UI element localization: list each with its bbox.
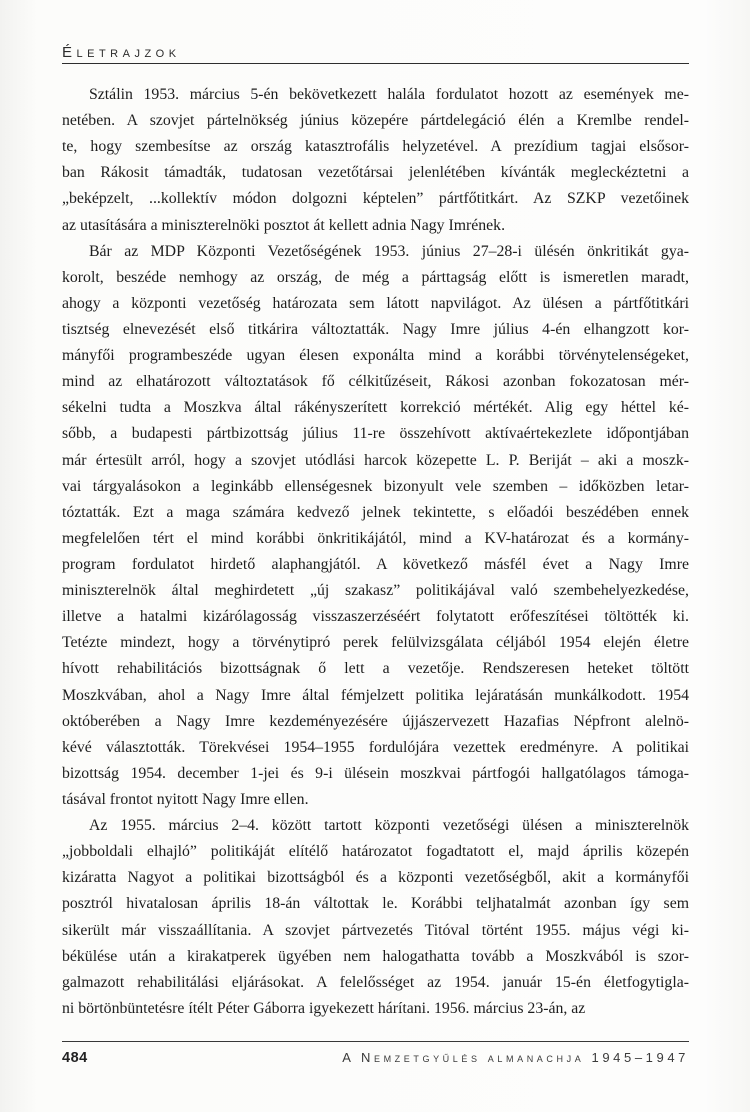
text-line: Tetézte mindezt, hogy a törvénytipró perek felülvizsgálata céljából 1954 elején életre — [62, 634, 689, 652]
page-footer — [62, 1050, 689, 1066]
header-rule — [62, 63, 689, 64]
page-header — [62, 44, 689, 64]
text-line: miniszterelnök által meghirdetett „új szakasz” politikájával való szembehelyezkedése, — [62, 582, 689, 600]
text-line: az utasítására a miniszterelnöki posztot át kellett adnia Nagy Imrének. — [62, 216, 506, 234]
text-line: tóztatták. Ezt a maga számára kedvező jelnek tekintette, s előadói beszédében ennek — [62, 503, 689, 521]
text-line: sékelni tudta a Moszkva által rákényszerített korrekció mértékét. Alig egy héttel ké- — [62, 399, 689, 417]
paragraph — [62, 239, 689, 813]
text-line: netében. A szovjet pártelnökség június közepére pártdelegáció élén a Kremlbe rendel- — [62, 112, 689, 130]
text-line: te, hogy szembesítse az ország katasztrofális helyzetével. A prezídium tagjai elsősor- — [62, 138, 689, 156]
text-line: illetve a hatalmi kizárólagosság visszaszerzéséért folytatott erőfeszítései töltötték ki. — [62, 608, 689, 626]
text-line: Bár az MDP Központi Vezetőségének 1953. június 27–28-i ülésén önkritikát gya- — [89, 242, 689, 260]
text-line: sikerült már visszaállítania. A szovjet pártvezetés Titóval történt 1955. május végi ki- — [62, 921, 689, 939]
paragraph — [62, 82, 689, 239]
text-line: békülése után a kirakatperek ügyében nem halogathatta tovább a Moszkvából is szor- — [62, 947, 689, 965]
text-line: sőbb, a budapesti pártbizottság július 11-re összehívott aktívaértekezlete időpontjában — [62, 425, 689, 443]
body-text — [62, 82, 689, 1022]
text-line: vai tárgyalásokon a leginkább ellenségesnek bizonyult vele szemben – időközben letar- — [62, 477, 689, 495]
text-line: tisztség elnevezését első titkárira változtatták. Nagy Imre július 4-én elhangzott kor- — [62, 320, 689, 338]
page-number: 484 — [62, 1050, 88, 1066]
text-line: „jobboldali elhajló” politikáját elítélő határozatot fogadtatott el, majd április közepén — [62, 843, 689, 861]
text-line: hívott rehabilitációs bizottságnak ő lett a vezetője. Rendszeresen heteket töltött — [62, 660, 689, 678]
text-line: tásával frontot nyitott Nagy Imre ellen. — [62, 790, 309, 808]
text-line: mind az elhatározott változtatások fő célkitűzéseit, Rákosi azonban fokozatosan mér- — [62, 373, 689, 391]
text-line: megfelelően tért el mind korábbi önkritikájától, mind a KV-határozat és a kormány- — [62, 529, 689, 547]
text-line: galmazott rehabilitálási eljárásokat. A felelősséget az 1954. január 15-én életfogytigla- — [62, 973, 689, 991]
section-title: Életrajzok — [62, 44, 181, 61]
text-line: ni börtönbüntetésre ítélt Péter Gáborra igyekezett hárítani. 1956. március 23-án, az — [62, 999, 586, 1017]
paragraph — [62, 813, 689, 1022]
text-line: Sztálin 1953. március 5-én bekövetkezett halála fordulatot hozott az események me- — [89, 86, 689, 103]
footer-book-title: A Nemzetgyűlés almanachja 1945–1947 — [342, 1050, 689, 1065]
text-line: kizáratta Nagyot a politikai bizottságból és a központi vezetőségből, akit a kormányfői — [62, 869, 689, 887]
text-line: „beképzelt, ...kollektív módon dolgozni képtelen” pártfőtitkárt. Az SZKP vezetőinek — [62, 190, 689, 208]
text-line: októberében a Nagy Imre kezdeményezésére újjászervezett Hazafias Népfront alelnö- — [62, 712, 689, 730]
text-line: kévé választották. Törekvései 1954–1955 fordulójára vezettek eredményre. A politikai — [62, 738, 689, 756]
text-line: Az 1955. március 2–4. között tartott központi vezetőségi ülésen a miniszterelnök — [89, 817, 689, 835]
text-line: ahogy a központi vezetőség határozata sem látott napvilágot. Az ülésen a pártfőtitkári — [62, 294, 689, 312]
text-line: posztról hivatalosan április 18-án váltottak le. Korábbi teljhatalmát azonban így sem — [62, 895, 689, 913]
text-line: bizottság 1954. december 1-jei és 9-i ülésein moszkvai pártfogói hallgatólagos támoga- — [62, 764, 689, 782]
footer-rule — [62, 1041, 689, 1042]
text-line: ban Rákosit támadták, tudatosan vezetőtársai jelenlétében kívánták megleckéztetni a — [62, 164, 689, 182]
text-line: program fordulatot hirdető alaphangjától. A következő másfél évet a Nagy Imre — [62, 555, 689, 573]
text-line: mányfői programbeszéde ugyan élesen exponálta mind a korábbi törvénytelenségeket, — [62, 347, 689, 365]
text-line: korolt, beszéde nemhogy az ország, de még a párttagság előtt is ismeretlen maradt, — [62, 268, 689, 286]
text-line: Moszkvában, ahol a Nagy Imre által fémjelzett politika lejáratásán munkálkodott. 1954 — [62, 686, 689, 704]
text-line: már értesült arról, hogy a szovjet utódlási harcok közepette L. P. Beriját – aki a moszk- — [62, 451, 689, 469]
